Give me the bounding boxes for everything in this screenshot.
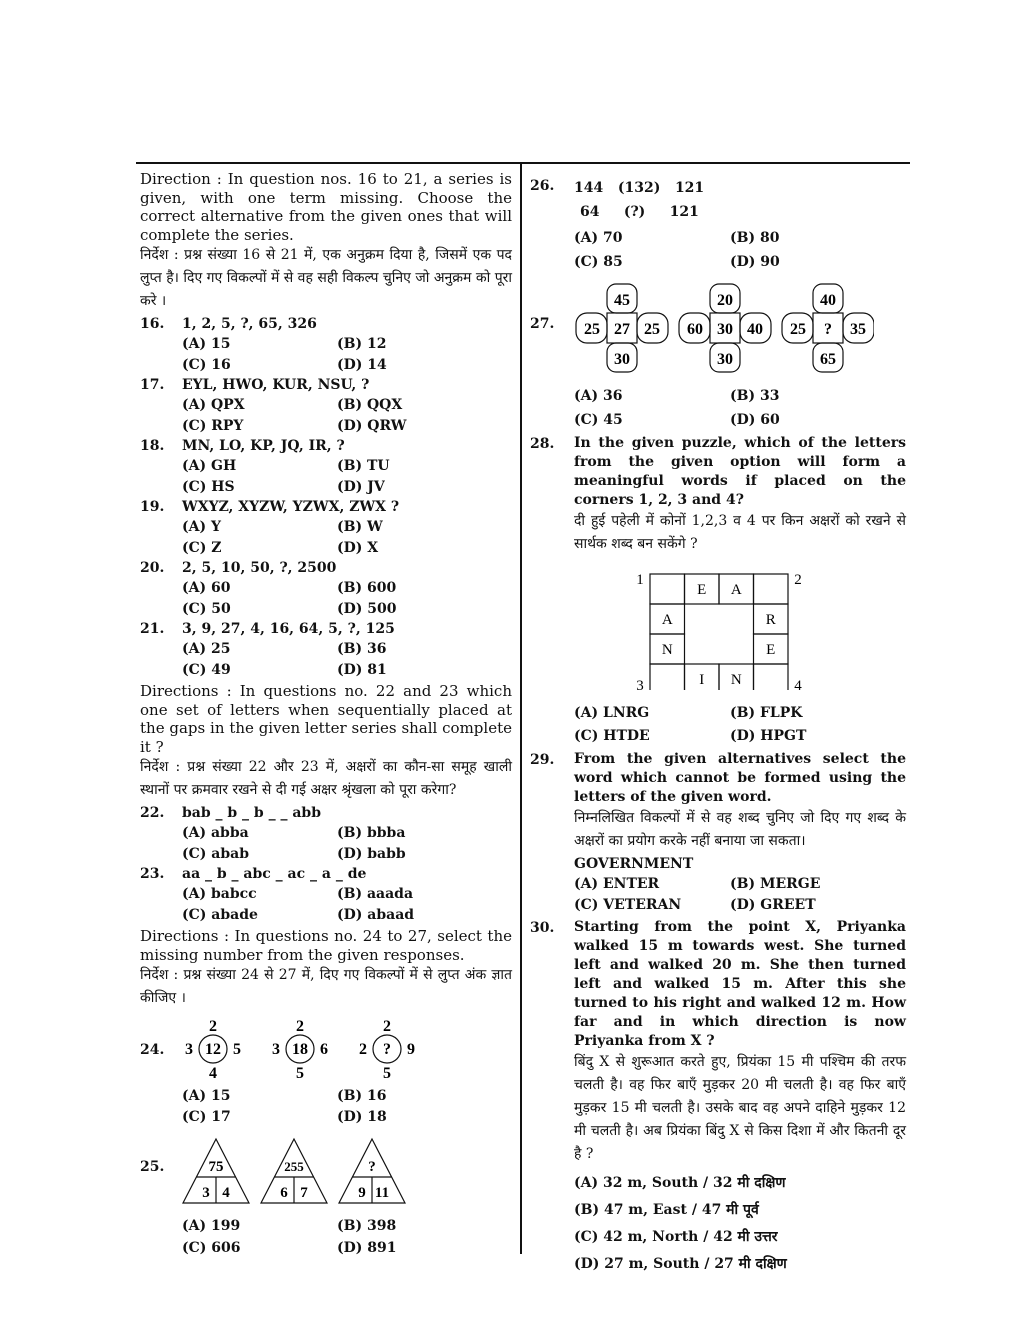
q27-top-value: 40 bbox=[820, 292, 836, 309]
option-b: (B) 12 bbox=[337, 336, 387, 352]
option-b: (B) 33 bbox=[730, 388, 780, 404]
question-28 bbox=[530, 434, 906, 556]
options bbox=[182, 884, 512, 925]
option-b: (B) 398 bbox=[337, 1218, 397, 1234]
left-column bbox=[140, 170, 512, 1259]
option-c: (C) HS bbox=[182, 478, 235, 495]
option-c: (C) Z bbox=[182, 539, 222, 556]
option-a: (A) 15 bbox=[182, 336, 231, 352]
question-text: EYL, HWO, KUR, NSU, ? bbox=[182, 377, 370, 393]
q27-top-value: 20 bbox=[717, 292, 733, 309]
q30-text-hi: बिंदु X से शुरूआत करते हुए, प्रियंका 15 मी पश्चिम की तरफ चलती है। वह फिर बाएँ मुड़कर 20 मी चलती है। वह फिर बाएँ मुड़कर 15 मी चलती है। उसके बाद वह अपने दाहिने मुड़कर 12 मी चलती है। अब प्रियंका बिंदु X से किस दिशा में और कितनी दूर है ? bbox=[574, 1054, 906, 1162]
q28-top-letter: A bbox=[730, 582, 742, 598]
q24-center-value: 18 bbox=[292, 1041, 308, 1058]
option-a: (A) babcc bbox=[182, 886, 257, 902]
column-divider bbox=[520, 164, 522, 1254]
q25-options bbox=[182, 1215, 512, 1259]
question-number: 24. bbox=[140, 1042, 165, 1058]
q24-right-value: 6 bbox=[320, 1041, 328, 1058]
option-c: (C) abab bbox=[182, 845, 249, 862]
q27-left-value: 25 bbox=[790, 321, 806, 338]
questions-22-23 bbox=[140, 803, 512, 925]
question-17 bbox=[140, 375, 512, 395]
q24-left-value: 2 bbox=[359, 1041, 367, 1058]
question-26 bbox=[530, 176, 906, 224]
option-a: (A) 199 bbox=[182, 1218, 241, 1234]
q28-text-hi: दी हुई पहेली में कोनों 1,2,3 व 4 पर किन अक्षरों को रखने से सार्थक शब्द बन सकेंगे ? bbox=[574, 513, 906, 552]
q25-left-value: 9 bbox=[358, 1185, 366, 1201]
option-b: (B) aaada bbox=[337, 886, 414, 902]
option-d: (D) 27 m, South / 27 मी दक्षिण bbox=[574, 1256, 787, 1272]
q25-right-value: 11 bbox=[374, 1185, 390, 1201]
q28-cell bbox=[650, 574, 685, 604]
option-c: (C) HTDE bbox=[574, 728, 650, 744]
q24-center-value: ? bbox=[383, 1041, 391, 1058]
q28-cell bbox=[650, 664, 685, 690]
question-16 bbox=[140, 314, 512, 334]
question-number: 17. bbox=[140, 377, 165, 393]
q24-top-value: 2 bbox=[209, 1018, 217, 1035]
q24-top-value: 2 bbox=[296, 1018, 304, 1035]
question-number: 16. bbox=[140, 316, 165, 332]
q29-word: GOVERNMENT bbox=[574, 856, 694, 872]
options bbox=[182, 334, 512, 375]
q27-center-value: 27 bbox=[614, 321, 630, 338]
question-number: 29. bbox=[530, 752, 555, 768]
q24-bottom-value: 5 bbox=[296, 1065, 304, 1080]
option-d: (D) HPGT bbox=[730, 728, 807, 744]
q28-bottom-letter: N bbox=[730, 672, 742, 688]
option-d: (D) 18 bbox=[337, 1108, 387, 1125]
option-c: (C) 17 bbox=[182, 1108, 231, 1125]
q26-options bbox=[574, 226, 906, 274]
q25-top-value: 255 bbox=[284, 1159, 304, 1174]
option-d: (D) JV bbox=[337, 478, 385, 495]
option-d: (D) 14 bbox=[337, 356, 387, 373]
option-b: (B) TU bbox=[337, 458, 390, 474]
question-number: 21. bbox=[140, 621, 165, 637]
question-text: WXYZ, XYZW, YZWX, ZWX ? bbox=[182, 499, 400, 515]
q27-right-value: 35 bbox=[850, 321, 866, 338]
q24-bottom-value: 4 bbox=[209, 1065, 217, 1080]
direction-22-23-hi: निर्देश : प्रश्न संख्या 22 और 23 में, अक्षरों का कौन-सा समूह खाली स्थानों पर क्रमवार रखने से दी गई अक्षर श्रृंखला को पूरा करेगा? bbox=[140, 759, 512, 798]
option-b: (B) W bbox=[337, 519, 383, 535]
q29-text-hi: निम्नलिखित विकल्पों में से वह शब्द चुनिए जो दिए गए शब्द के अक्षरों का प्रयोग करके नहीं बनाया जा सकता। bbox=[574, 810, 906, 849]
q27-options bbox=[574, 384, 906, 432]
q29-options bbox=[574, 874, 906, 916]
option-a: (A) abba bbox=[182, 825, 249, 841]
option-a: (A) GH bbox=[182, 458, 237, 474]
option-c: (C) 16 bbox=[182, 356, 231, 373]
q24-right-value: 9 bbox=[407, 1041, 415, 1058]
option-d: (D) babb bbox=[337, 845, 406, 862]
q24-left-value: 3 bbox=[185, 1041, 193, 1058]
question-text: bab _ b _ b _ _ abb bbox=[182, 805, 321, 821]
direction-24-27-hi: निर्देश : प्रश्न संख्या 24 से 27 में, दिए गए विकल्पों में से लुप्त अंक ज्ञात कीजिए । bbox=[140, 967, 512, 1006]
option-b: (B) MERGE bbox=[730, 876, 821, 892]
question-27 bbox=[530, 282, 906, 374]
option-b: (B) FLPK bbox=[730, 705, 803, 721]
option-c: (C) 45 bbox=[574, 412, 623, 428]
option-a: (A) ENTER bbox=[574, 876, 660, 892]
question-number: 30. bbox=[530, 920, 555, 936]
q30-options bbox=[574, 1170, 906, 1278]
q27-bottom-value: 30 bbox=[614, 351, 630, 368]
right-column bbox=[530, 176, 906, 1278]
options bbox=[182, 517, 512, 558]
question-23 bbox=[140, 864, 512, 884]
q24-right-value: 5 bbox=[233, 1041, 241, 1058]
options bbox=[182, 456, 512, 497]
q27-left-value: 60 bbox=[687, 321, 703, 338]
q25-right-value: 4 bbox=[222, 1185, 230, 1201]
option-d: (D) 60 bbox=[730, 412, 780, 428]
option-d: (D) X bbox=[337, 539, 379, 556]
q29-text: From the given alternatives select the word which cannot be formed using the letters of the given word. bbox=[574, 751, 906, 805]
q27-figure bbox=[574, 282, 874, 380]
question-number: 27. bbox=[530, 316, 555, 332]
option-a: (A) LNRG bbox=[574, 705, 650, 721]
q25-left-value: 3 bbox=[202, 1185, 210, 1201]
q28-puzzle bbox=[630, 566, 906, 694]
q27-bottom-value: 30 bbox=[717, 351, 733, 368]
q24-bottom-value: 5 bbox=[383, 1065, 391, 1080]
q30-text: Starting from the point X, Priyanka walked 15 m towards west. She turned left and walked 20 m. She then turned left and walked 15 m. After this she turned to his right and walked 12 m. How far and in which direction is now Priyanka from X ? bbox=[574, 919, 906, 1049]
q28-corner-number: 1 bbox=[636, 572, 644, 588]
option-a: (A) 15 bbox=[182, 1088, 231, 1104]
q28-top-letter: E bbox=[697, 582, 707, 598]
option-b: (B) 80 bbox=[730, 230, 780, 246]
direction-24-27-en: Directions : In questions no. 24 to 27, select the missing number from the given responses. bbox=[140, 927, 512, 964]
option-c: (C) 50 bbox=[182, 600, 231, 617]
option-a: (A) Y bbox=[182, 519, 221, 535]
question-number: 19. bbox=[140, 499, 165, 515]
option-c: (C) RPY bbox=[182, 417, 244, 434]
question-text: MN, LO, KP, JQ, IR, ? bbox=[182, 438, 345, 454]
question-20 bbox=[140, 558, 512, 578]
options bbox=[182, 578, 512, 619]
q24-circles bbox=[180, 1018, 430, 1080]
q26-line-2: 64 (?) 121 bbox=[580, 204, 699, 220]
option-d: (D) 891 bbox=[337, 1240, 397, 1256]
q24-left-value: 3 bbox=[272, 1041, 280, 1058]
option-c: (C) abade bbox=[182, 906, 258, 923]
q28-corner-number: 3 bbox=[636, 678, 644, 690]
question-number: 23. bbox=[140, 866, 165, 882]
question-text: 1, 2, 5, ?, 65, 326 bbox=[182, 316, 317, 332]
q28-corner-number: 2 bbox=[794, 572, 802, 588]
q24-options bbox=[182, 1086, 512, 1127]
q27-top-value: 45 bbox=[614, 292, 630, 309]
question-number: 22. bbox=[140, 805, 165, 821]
option-b: (B) QQX bbox=[337, 397, 403, 413]
option-d: (D) 90 bbox=[730, 254, 780, 270]
q25-top-value: ? bbox=[368, 1159, 376, 1175]
q28-right-letter: E bbox=[766, 642, 776, 658]
option-a: (A) 25 bbox=[182, 641, 231, 657]
q28-right-letter: R bbox=[765, 612, 776, 628]
option-b: (B) 16 bbox=[337, 1088, 387, 1104]
q28-cell bbox=[754, 574, 789, 604]
question-number: 28. bbox=[530, 436, 555, 452]
option-d: (D) GREET bbox=[730, 897, 816, 913]
option-d: (D) QRW bbox=[337, 417, 407, 434]
q25-left-value: 6 bbox=[280, 1185, 288, 1201]
q27-crosses bbox=[574, 282, 874, 374]
option-b: (B) 600 bbox=[337, 580, 397, 596]
question-text: 3, 9, 27, 4, 16, 64, 5, ?, 125 bbox=[182, 621, 395, 637]
option-a: (A) 70 bbox=[574, 230, 623, 246]
options bbox=[182, 823, 512, 864]
q27-right-value: 40 bbox=[747, 321, 763, 338]
option-c: (C) 85 bbox=[574, 254, 623, 270]
direction-16-21-hi: निर्देश : प्रश्न संख्या 16 से 21 में, एक अनुक्रम दिया है, जिसमें एक पद लुप्त है। दिए गए विकल्पों में से वह सही विकल्प चुनिए जो अनुक्रम को पूरा करे । bbox=[140, 247, 513, 309]
q25-right-value: 7 bbox=[300, 1185, 308, 1201]
q27-center-value: ? bbox=[824, 321, 832, 338]
q25-figure bbox=[182, 1137, 422, 1211]
q24-top-value: 2 bbox=[383, 1018, 391, 1035]
q28-corner-number: 4 bbox=[794, 678, 802, 690]
question-number: 18. bbox=[140, 438, 165, 454]
direction-22-23-en: Directions : In questions no. 22 and 23 which one set of letters when sequentially placed at the gaps in the given letter series shall complete it ? bbox=[140, 682, 512, 756]
q28-options bbox=[574, 702, 906, 748]
q27-right-value: 25 bbox=[644, 321, 660, 338]
option-b: (B) 47 m, East / 47 मी पूर्व bbox=[574, 1202, 759, 1218]
q24-figure bbox=[180, 1018, 430, 1086]
question-text: aa _ b _ abc _ ac _ a _ de bbox=[182, 866, 367, 882]
option-d: (D) abaad bbox=[337, 906, 415, 923]
q25-triangles bbox=[182, 1137, 422, 1205]
option-b: (B) bbba bbox=[337, 825, 406, 841]
q28-cell bbox=[754, 664, 789, 690]
question-18 bbox=[140, 436, 512, 456]
question-21 bbox=[140, 619, 512, 639]
direction-16-21-en: Direction : In question nos. 16 to 21, a series is given, with one term missing. Choose the correct alternative from the given ones that will complete the series. bbox=[140, 170, 512, 244]
question-number: 20. bbox=[140, 560, 165, 576]
q26-line-1: 144 (132) 121 bbox=[574, 180, 705, 196]
options bbox=[182, 639, 512, 680]
option-a: (A) 60 bbox=[182, 580, 231, 596]
q27-center-value: 30 bbox=[717, 321, 733, 338]
question-30 bbox=[530, 918, 906, 1166]
q28-grid bbox=[630, 566, 810, 690]
q28-bottom-letter: I bbox=[699, 672, 705, 688]
q25-top-value: 75 bbox=[208, 1159, 224, 1175]
question-number: 25. bbox=[140, 1159, 165, 1175]
questions-16-21 bbox=[140, 314, 512, 680]
q24-center-value: 12 bbox=[205, 1041, 221, 1058]
question-25 bbox=[140, 1137, 512, 1205]
question-29 bbox=[530, 750, 906, 874]
top-rule bbox=[136, 162, 910, 164]
option-a: (A) 32 m, South / 32 मी दक्षिण bbox=[574, 1175, 786, 1191]
q28-text: In the given puzzle, which of the letters from the given option will form a meaningful words if placed on the corners 1, 2, 3 and 4? bbox=[574, 435, 906, 508]
option-a: (A) QPX bbox=[182, 397, 245, 413]
q27-bottom-value: 65 bbox=[820, 351, 836, 368]
option-d: (D) 500 bbox=[337, 600, 397, 617]
q27-left-value: 25 bbox=[584, 321, 600, 338]
question-22 bbox=[140, 803, 512, 823]
q28-left-letter: A bbox=[661, 612, 673, 628]
option-d: (D) 81 bbox=[337, 661, 387, 678]
option-c: (C) 42 m, North / 42 मी उत्तर bbox=[574, 1229, 778, 1245]
option-a: (A) 36 bbox=[574, 388, 623, 404]
option-c: (C) 49 bbox=[182, 661, 231, 678]
question-19 bbox=[140, 497, 512, 517]
option-b: (B) 36 bbox=[337, 641, 387, 657]
option-c: (C) 606 bbox=[182, 1240, 241, 1256]
option-c: (C) VETERAN bbox=[574, 897, 682, 913]
options bbox=[182, 395, 512, 436]
question-text: 2, 5, 10, 50, ?, 2500 bbox=[182, 560, 337, 576]
question-24 bbox=[140, 1018, 512, 1080]
q28-left-letter: N bbox=[661, 642, 673, 658]
question-number: 26. bbox=[530, 178, 555, 194]
